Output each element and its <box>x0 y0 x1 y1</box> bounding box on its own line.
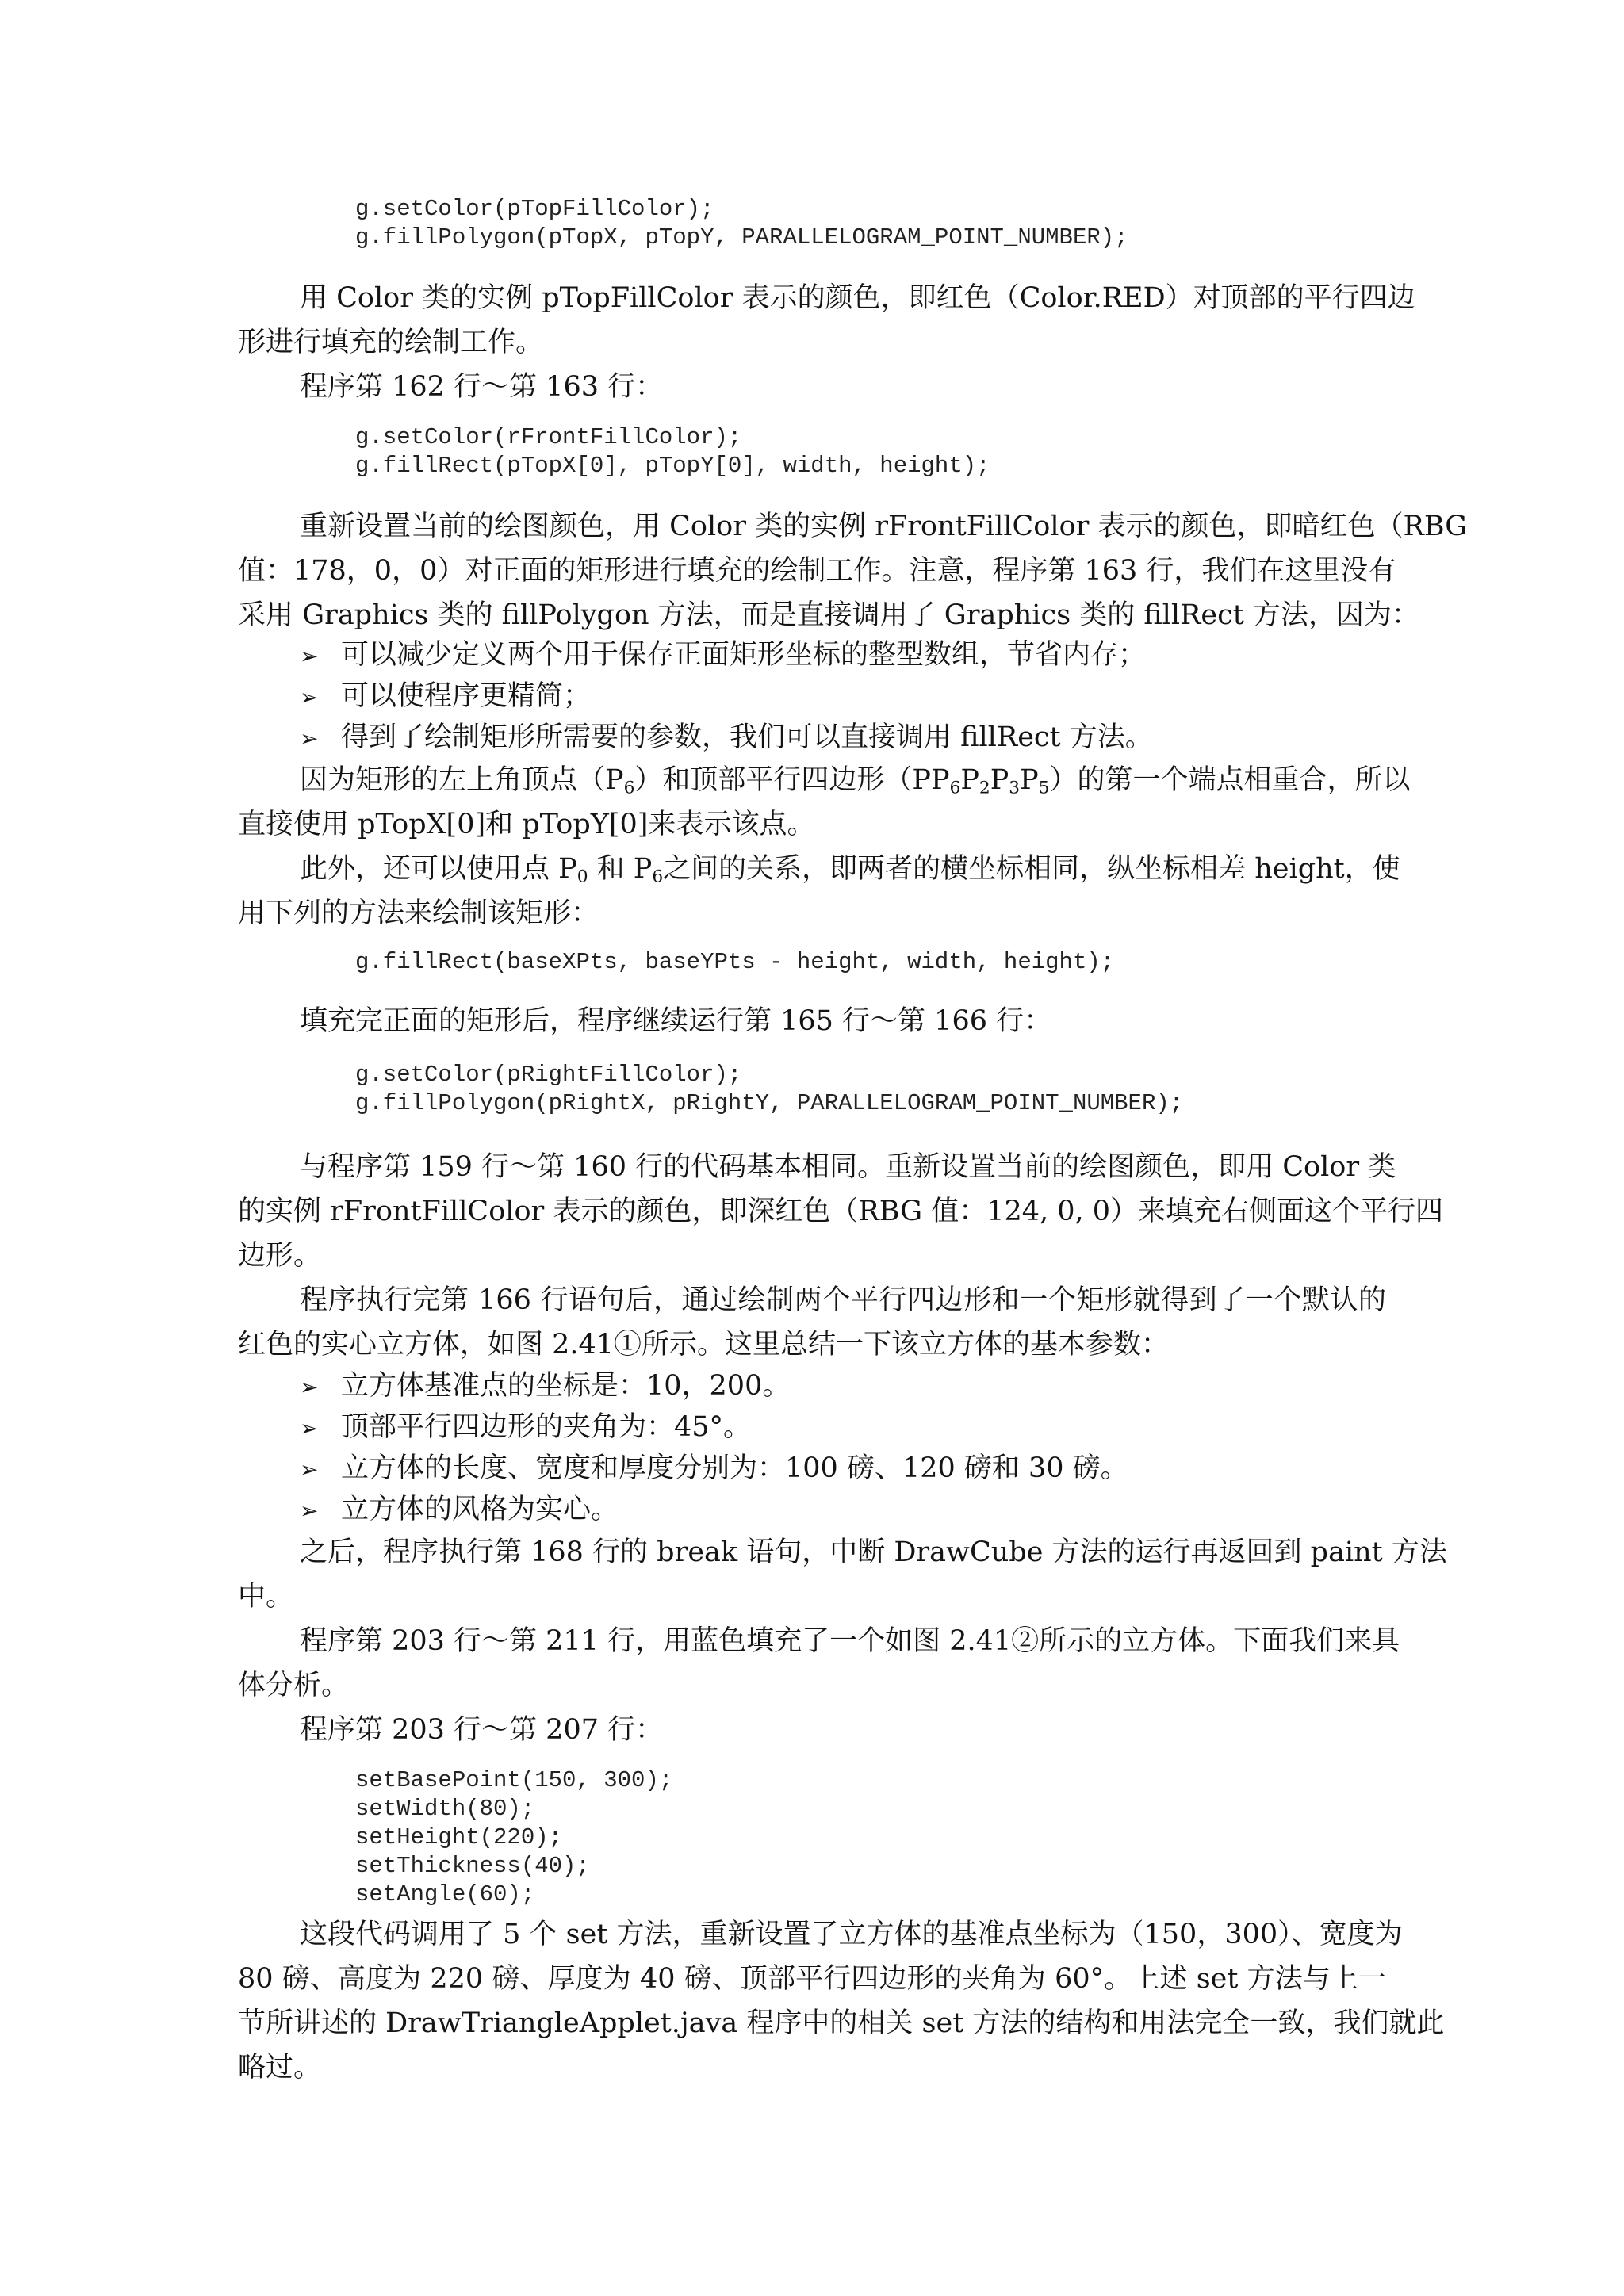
arrowhead-icon: ➢ <box>300 1456 319 1483</box>
list-item: ➢ 顶部平行四边形的夹角为：45°。 <box>300 1406 751 1449</box>
code-block-right-fill: g.setColor(pRightFillColor); g.fillPolygon(pRightX, pRightY, PARALLELOGRAM_POINT_NUMBER); <box>355 1062 1184 1116</box>
paragraph-line: 略过。 <box>238 2052 322 2084</box>
paragraph-line: 红色的实心立方体，如图 2.41①所示。这里总结一下该立方体的基本参数： <box>238 1329 1170 1360</box>
paragraph-line: 中。 <box>238 1581 294 1613</box>
list-item: ➢ 得到了绘制矩形所需要的参数，我们可以直接调用 fillRect 方法。 <box>300 717 1153 760</box>
arrowhead-icon: ➢ <box>300 725 319 752</box>
code-block-alt-rect: g.fillRect(baseXPts, baseYPts - height, width, height); <box>355 949 1115 975</box>
code-block-set-calls: setBasePoint(150, 300); setWidth(80); setHeight(220); setThickness(40); setAngle(60); <box>355 1767 673 1908</box>
arrowhead-icon: ➢ <box>300 1415 319 1441</box>
paragraph-line: 值：178，0，0）对正面的矩形进行填充的绘制工作。注意，程序第 163 行，我们在这里没有 <box>238 555 1396 587</box>
paragraph-line: 程序执行完第 166 行语句后，通过绘制两个平行四边形和一个矩形就得到了一个默认的 <box>300 1284 1386 1316</box>
arrowhead-icon: ➢ <box>300 1374 319 1400</box>
paragraph-line: 节所讲述的 DrawTriangleApplet.java 程序中的相关 set 方法的结构和用法完全一致，我们就此 <box>238 2007 1445 2039</box>
paragraph-line: 之后，程序执行第 168 行的 break 语句，中断 DrawCube 方法的运行再返回到 paint 方法 <box>300 1536 1447 1568</box>
list-item: ➢ 可以使程序更精简； <box>300 675 591 718</box>
arrowhead-icon: ➢ <box>300 684 319 710</box>
section-heading: 填充完正面的矩形后，程序继续运行第 165 行～第 166 行： <box>300 1005 1052 1037</box>
paragraph-line: 边形。 <box>238 1240 322 1272</box>
arrowhead-icon: ➢ <box>300 1498 319 1524</box>
paragraph-line: 形进行填充的绘制工作。 <box>238 327 544 358</box>
section-heading: 程序第 162 行～第 163 行： <box>300 371 664 403</box>
paragraph-line: 的实例 rFrontFillColor 表示的颜色，即深红色（RBG 值：124, 0, 0）来填充右侧面这个平行四 <box>238 1196 1444 1227</box>
paragraph-line: 体分析。 <box>238 1670 350 1701</box>
code-block-top-fill: g.setColor(pTopFillColor); g.fillPolygon(pTopX, pTopY, PARALLELOGRAM_POINT_NUMBER); <box>355 196 1128 251</box>
list-item: ➢ 立方体的风格为实心。 <box>300 1489 619 1532</box>
code-block-front-fill: g.setColor(rFrontFillColor); g.fillRect(pTopX[0], pTopY[0], width, height); <box>355 424 990 479</box>
arrowhead-icon: ➢ <box>300 643 319 669</box>
paragraph-line: 程序第 203 行～第 211 行，用蓝色填充了一个如图 2.41②所示的立方体。下面我们来具 <box>300 1625 1400 1657</box>
paragraph-line: 因为矩形的左上角顶点$(P_6)$和顶部平行四边形$(PP_6P_2P_3P_5)$的第一个端点相重合，所以 <box>300 764 1411 798</box>
paragraph-line: 用下列的方法来绘制该矩形： <box>238 897 599 929</box>
paragraph-line: 这段代码调用了 5 个 set 方法，重新设置了立方体的基准点坐标为（150，300）、宽度为 <box>300 1919 1403 1950</box>
paragraph-line: 80 磅、高度为 220 磅、厚度为 40 磅、顶部平行四边形的夹角为 60°。上述 set 方法与上一 <box>238 1963 1386 1995</box>
list-item: ➢ 立方体的长度、宽度和厚度分别为：100 磅、120 磅和 30 磅。 <box>300 1448 1128 1490</box>
paragraph-line: 此外，还可以使用点 $P_0$ 和 $P_6$之间的关系，即两者的横坐标相同，纵坐标相差 height，使 <box>300 853 1400 887</box>
paragraph-line: 采用 Graphics 类的 fillPolygon 方法，而是直接调用了 Graphics 类的 fillRect 方法，因为： <box>238 599 1419 631</box>
paragraph-line: 用 Color 类的实例 pTopFillColor 表示的颜色，即红色（Color.RED）对顶部的平行四边 <box>300 282 1415 314</box>
section-heading: 程序第 203 行～第 207 行： <box>300 1714 664 1746</box>
paragraph-line: 与程序第 159 行～第 160 行的代码基本相同。重新设置当前的绘图颜色，即用 Color 类 <box>300 1151 1396 1183</box>
paragraph-line: 直接使用 pTopX[0]和 pTopY[0]来表示该点。 <box>238 809 815 840</box>
list-item: ➢ 立方体基准点的坐标是：10，200。 <box>300 1365 790 1408</box>
list-item: ➢ 可以减少定义两个用于保存正面矩形坐标的整型数组，节省内存； <box>300 634 1146 677</box>
paragraph-line: 重新设置当前的绘图颜色，用 Color 类的实例 rFrontFillColor 表示的颜色，即暗红色（RBG <box>300 511 1468 542</box>
